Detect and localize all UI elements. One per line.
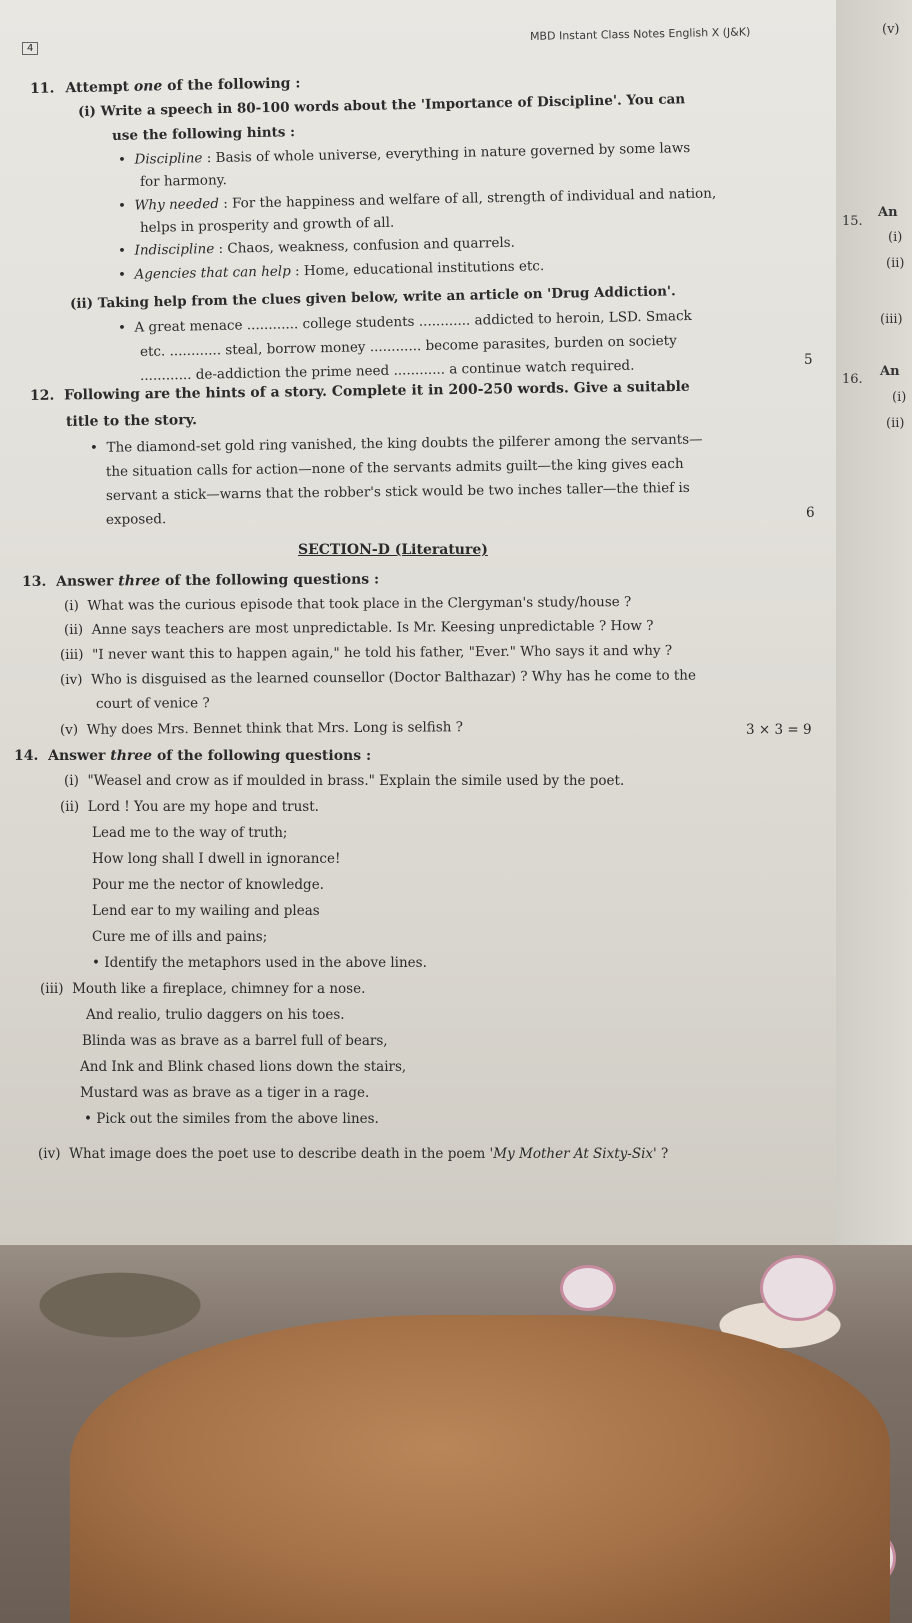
q13-item-iii: (iii) "I never want this to happen again," he told his father, "Ever." Who says it and why ?: [59, 642, 673, 663]
hint-why-needed-cont: helps in prosperity and growth of all.: [139, 214, 395, 236]
adjacent-q15-word: An: [878, 205, 898, 220]
q14-item-i: (i) "Weasel and crow as if moulded in brass." Explain the simile used by the poet.: [64, 773, 625, 789]
poem-line: Lead me to the way of truth;: [92, 825, 288, 841]
adjacent-q16-word: An: [880, 364, 900, 379]
clue-line-2: etc. ............ steal, borrow money ............ become parasites, burden on society: [139, 332, 677, 360]
hint-indiscipline: • Indiscipline : Chaos, weakness, confusion and quarrels.: [117, 234, 516, 259]
q11-marks: 5: [804, 352, 813, 368]
floral-pattern: [760, 1255, 836, 1321]
q14-heading: 14. Answer three of the following questions :: [14, 748, 372, 764]
q14-item-iv: (iv) What image does the poet use to describe death in the poem 'My Mother At Sixty-Six' ?: [38, 1146, 669, 1162]
q13-heading: 13. Answer three of the following questions :: [21, 571, 380, 590]
adjacent-label: (i): [888, 230, 903, 245]
adjacent-label: (ii): [886, 256, 905, 271]
poem-line: Blinda was as brave as a barrel full of bears,: [82, 1033, 388, 1049]
q12-body-2: the situation calls for action—none of the servants admits guilt—the king gives each: [105, 455, 684, 480]
hint-discipline-cont: for harmony.: [139, 172, 227, 190]
q14-item-iii: (iii) Mouth like a fireplace, chimney for a nose.: [40, 981, 366, 997]
q13-item-v: (v) Why does Mrs. Bennet think that Mrs. Long is selfish ?: [59, 719, 463, 738]
adjacent-label: (ii): [886, 416, 905, 431]
q11-i-line1: (i) Write a speech in 80-100 words about the 'Importance of Discipline'. You can: [77, 91, 686, 120]
background-cloth: [0, 1245, 912, 1623]
poem-line: And Ink and Blink chased lions down the stairs,: [80, 1059, 407, 1075]
poem-line: How long shall I dwell in ignorance!: [92, 851, 341, 867]
q12-heading: 12. Following are the hints of a story. Complete it in 200-250 words. Give a suitable: [29, 378, 690, 404]
q12-body-4: exposed.: [105, 511, 167, 528]
q13-item-ii: (ii) Anne says teachers are most unpredictable. Is Mr. Keesing unpredictable ? How ?: [63, 617, 654, 638]
q14-iii-task: • Pick out the similes from the above lines.: [84, 1111, 379, 1127]
q13-item-iv: (iv) Who is disguised as the learned counsellor (Doctor Balthazar) ? Why has he come to the: [59, 667, 697, 688]
poem-line: Lend ear to my wailing and pleas: [92, 903, 320, 919]
adjacent-page: [836, 0, 912, 1250]
q13-marks: 3 × 3 = 9: [746, 722, 812, 738]
adjacent-q16: 16.: [842, 372, 863, 387]
brown-fabric: [70, 1315, 890, 1623]
q13-item-i: (i) What was the curious episode that took place in the Clergyman's study/house ?: [63, 594, 632, 614]
q14-ii-task: • Identify the metaphors used in the above lines.: [92, 955, 427, 971]
q12-body-1: • The diamond-set gold ring vanished, the king doubts the pilferer among the servants—: [89, 431, 703, 456]
adjacent-label: (i): [892, 390, 907, 405]
q12-marks: 6: [806, 505, 815, 521]
hint-agencies: • Agencies that can help : Home, educational institutions etc.: [117, 258, 545, 283]
hint-why-needed: • Why needed : For the happiness and welfare of all, strength of individual and nation,: [117, 185, 717, 214]
poem-line: And realio, trulio daggers on his toes.: [86, 1007, 345, 1023]
poem-line: Pour me the nector of knowledge.: [92, 877, 324, 893]
clue-line-1: • A great menace ............ college students ............ addicted to heroin, LSD. Smack: [117, 307, 692, 336]
clue-line-3: ............ de-addiction the prime need ............ a continue watch required.: [139, 357, 635, 384]
q14-item-ii: (ii) Lord ! You are my hope and trust.: [60, 799, 319, 815]
running-header: MBD Instant Class Notes English X (J&K): [529, 25, 751, 43]
q12-heading-cont: title to the story.: [65, 412, 198, 430]
hint-discipline: • Discipline : Basis of whole universe, everything in nature governed by some laws: [117, 140, 691, 168]
q12-body-3: servant a stick—warns that the robber's stick would be two inches taller—the thief is: [105, 479, 690, 504]
q13-item-iv-cont: court of venice ?: [95, 695, 210, 712]
q11-i-line2: use the following hints :: [111, 124, 296, 144]
q11-ii-line: (ii) Taking help from the clues given below, write an article on 'Drug Addiction'.: [69, 283, 676, 312]
poem-line: Cure me of ills and pains;: [92, 929, 268, 945]
adjacent-label: (iii): [880, 312, 903, 327]
floral-pattern: [560, 1265, 616, 1311]
adjacent-q15: 15.: [842, 214, 863, 229]
adjacent-label: (v): [882, 22, 900, 37]
page-number: 4: [22, 42, 38, 55]
section-d-title: SECTION-D (Literature): [298, 542, 488, 558]
poem-line: Mustard was as brave as a tiger in a rage.: [80, 1085, 370, 1101]
q11-heading: 11. Attempt one of the following :: [29, 75, 301, 97]
